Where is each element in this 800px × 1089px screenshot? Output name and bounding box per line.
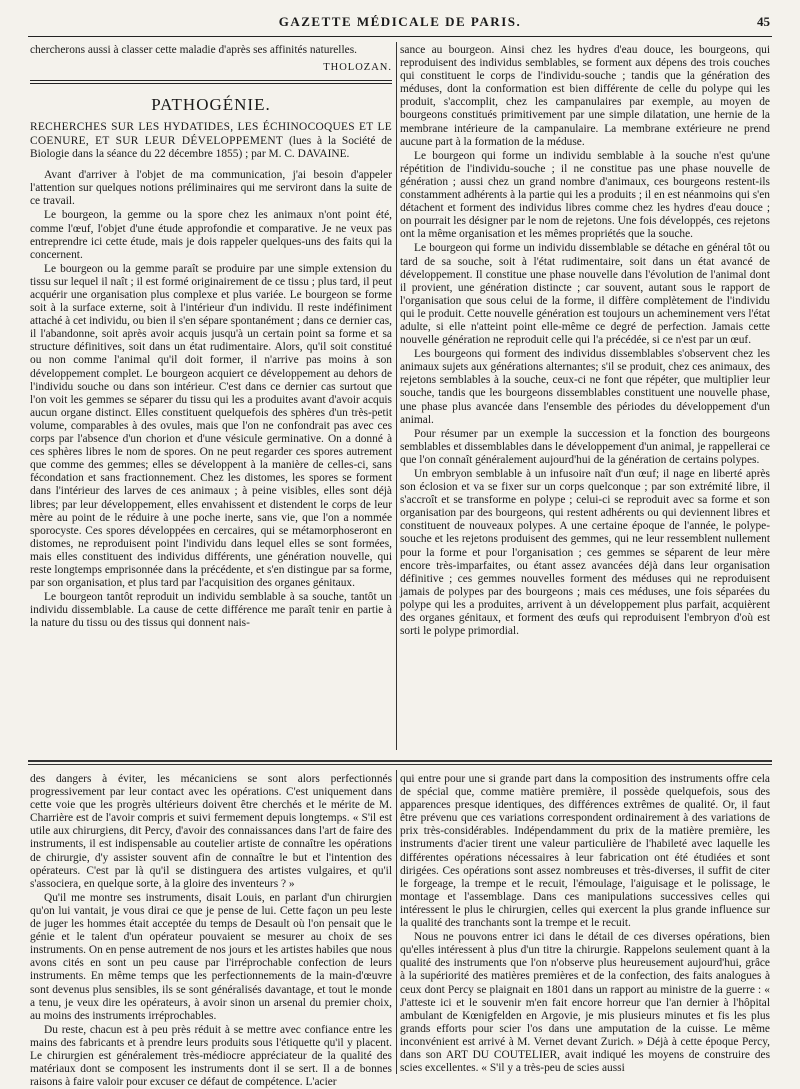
article-separator-rule — [30, 80, 392, 84]
column-divider — [396, 770, 397, 1074]
page-number: 45 — [757, 14, 770, 29]
paragraph: Du reste, chacun est à peu près réduit à se mettre avec confiance entre les mains des fabricants et à prendre leurs produits sous l'étiquette qu'il y placent. Le chirurgien est généralement très-médiocre appréciateur de la qualité des matériaux dont se composent les instruments dont il se sert. Il a de bonnes raisons à faire valoir pour excuser ce défaut de compétence. L'acier — [30, 1023, 392, 1089]
paragraph: Un embryon semblable à un infusoire naît d'un œuf; il nage en liberté après son éclosion et va se fixer sur un corps quelconque ; par son extrémité libre, il s'accroît et se transforme en polype ; celui-ci se reproduit avec sa forme et son organisation par des bourgeons, qui restent adhérents ou qui deviennent libres et constituent de nouveaux polypes. A une certaine époque de l'année, le polype-souche et les rejetons produisent des gemmes, qui ne leur ressemblent nullement pour la forme et pour l'organisation ; ces gemmes se séparent de leur mère encore très-imparfaites, ou étant assez avancées déjà dans leur organisation définitive ; ces gemmes nouvelles forment des méduses qui ne reproduisent jamais de polypes par des bourgeons ; mais ces méduses, une fois séparées du polype qui les a produites, arrivent à un développement plus parfait, acquièrent des organes génitaux, et forment des œufs qui reproduisent l'embryon d'où est sorti le polype primordial. — [400, 468, 770, 638]
article-heading — [30, 121, 392, 161]
paragraph: Le bourgeon tantôt reproduit un individu semblable à sa souche, tantôt un individu dissemblable. La cause de cette différence me paraît tenir en partie à la nature du tissu ou des tissus qui donnent nais- — [30, 591, 392, 630]
upper-left-column — [30, 44, 392, 750]
paragraph: Pour résumer par un exemple la succession et la fonction des bourgeons semblables et dissemblables dans le développement d'un animal, je rappellerai ce que l'on connaît généralement aujourd'hui de la génération de certains polypes. — [400, 427, 770, 466]
section-title: PATHOGÉNIE. — [151, 95, 271, 115]
article-heading-rest: (lues à la Société de Biologie dans la séance du 22 décembre 1855) ; par M. C. DAVAINE. — [30, 134, 392, 160]
paragraph: Les bourgeons qui forment des individus dissemblables s'observent chez les animaux sujets aux générations alternantes; s'il se produit, chez ces animaux, des rejetons semblables à la souche, ceux-ci ne font que répéter, que multiplier leur souche, tandis que les bourgeons dissemblables constituent une nouvelle phase, une phase plus avancée dans l'ensemble des périodes du développement d'un animal. — [400, 348, 770, 426]
column-divider — [396, 42, 397, 750]
paragraph: Le bourgeon ou la gemme paraît se produire par une simple extension du tissu sur lequel il naît ; il est formé originairement de ce tissu ; plus tard, il peut acquérir une organisation plus complexe et plus variée. Le bourgeon se forme soit à la surface externe, soit à l'intérieur d'un individu. Il reste indéfiniment attaché à cet individu, ou bien il s'en sépare spontanément ; dans ce dernier cas, il l'abandonne, soit après avoir acquis jusqu'à un certain point sa forme et sa structure définitives, soit dans un état rudimentaire. Alors, qu'il soit constitué ou non comme l'animal qu'il doit former, il n'arrive pas moins à son développement complet. Le bourgeon acquiert ce développement au dehors de l'individu souche ou dans son intérieur. C'est dans ce dernier cas surtout que l'on voit les gemmes se séparer du tissu qui les a produites avant d'avoir acquis aucun organe distinct. Elles constituent quelquefois des sphères d'un très-petit volume, comparables à des ovules, mais que l'on ne confondrait pas avec ces corps par l'absence d'un chorion et d'une vésicule germinative. On a donné à ces sphères libres le nom de spores. On ne peut regarder ces spores autrement que comme des gemmes; elles se développent à la manière de celles-ci, sans fécondation et sans fractionnement. Chez les distomes, les spores se forment dans l'intérieur des larves de ces animaux ; à peine visibles, elles sont déjà libres; par leur développement, elles envahissent et distendent le corps de leur mère au point de le réduire à une poche inerte, sans vie, que l'on a nommée sporocyste. Ces spores développées en cercaires, qui se métamorphoseront en distomes, ne reproduisent point l'individu dans lequel elles se sont formées, mais elles constituent des individus différents, une génération nouvelle, qui reste longtemps emprisonnée dans la précédente, et s'en distingue par sa forme, par son organisation, et plus tard par l'acquisition des organes génitaux. — [30, 262, 392, 590]
feuilleton-divider — [28, 760, 772, 762]
paragraph: Le bourgeon, la gemme ou la spore chez les animaux n'ont point été, comme l'œuf, l'objet d'une étude approfondie et comparative. Je ne veux pas entreprendre ici cette étude, mais je dois rappeler quelques-uns des faits qui la concernent. — [30, 209, 392, 261]
lower-left-column — [30, 773, 392, 1089]
paragraph: sance au bourgeon. Ainsi chez les hydres d'eau douce, les bourgeons, qui reproduisent des individus semblables, se forment aux dépens des trois couches qui constituent le corps de l'individu-souche ; tandis que la génération des méduses, dont la conformation est bien différente de celle du polype qui les produit, s'accomplit, chez les campanulaires par exemple, au moyen de bourgeons constitués primitivement par une simple dilatation, une hernie de la membrane intérieure de la campanulaire. La membrane extérieure ne prend aucune part à la formation de la méduse. — [400, 44, 770, 148]
paragraph: qui entre pour une si grande part dans la composition des instruments offre cela de spécial que, comme matière première, il possède quelquefois, sous des apparences presque identiques, des différences extrêmes de qualité. Or, il faut être prévenu que ces variations correspondent ordinairement à des variations de prix très-considérables. Indépendamment du prix de la matière première, les instruments d'acier tirent une valeur particulière de l'habileté avec laquelle les différentes opérations nécessaires à leur fabrication ont été étudiées et sont dirigées. Ces opérations sont assez nombreuses et très-diverses, il suffit de citer le forgeage, la trempe et le recuit, l'émoulage, l'aiguisage et le polissage, le montage et l'assemblage. Dans ces manipulations successives celles qui intéressent le plus le chirurgien, celles qui exercent la plus grande influence sur la qualité des tranchants sont la trempe et le recuit. — [400, 773, 770, 930]
previous-article-ending: chercherons aussi à classer cette maladie d'après ses affinités naturelles. — [30, 44, 357, 56]
paragraph: Qu'il me montre ses instruments, disait Louis, en parlant d'un chirurgien qu'on lui vantait, je vous dirai ce que je pense de lui. Cette façon un peu leste de juger les hommes était acceptée du temps de Desault où l'on pensait que le génie et le talent d'un opérateur pouvaient se mesurer au choix de ses instruments. On en pense autrement de nos jours et les artistes habiles que nous avons cités en sont un peu cause par l'irréprochable confection de leurs instruments. En même temps que les perfectionnements de la main-d'œuvre sont devenus plus sensibles, ils se sont généralisés davantage, et tout le monde a tenu, je veux dire les opérateurs, à avoir sinon un arsenal du premier choix, au moins des instruments irréprochables. — [30, 891, 392, 1022]
author-signature: THOLOZAN. — [323, 62, 392, 74]
journal-title: GAZETTE MÉDICALE DE PARIS. — [278, 14, 522, 29]
article-heading-caps: RECHERCHES SUR LES HYDATIDES, LES ÉCHINOCOQUES ET LE COENURE, ET SUR LEUR DÉVELOPPEMENT — [30, 121, 392, 147]
lower-right-column — [400, 773, 770, 1073]
feuilleton-divider-thin — [28, 764, 772, 765]
paragraph: Nous ne pouvons entrer ici dans le détail de ces diverses opérations, bien qu'elles intéressent à plus d'un titre la chirurgie. Rappelons seulement quant à la qualité des instruments que l'on n'observe plus heureusement aujourd'hui, grâce à la supériorité des matières premières et de la confection, des faits analogues à ceux dont Percy se plaignait en 1801 dans un rapport au ministre de la guerre : « J'atteste ici et le souvenir m'en fait encore horreur que l'an dernier à l'hôpital ambulant de Kœnigfelden en Argovie, je mis plusieurs minutes et fis les plus grands efforts pour scier l'os dans une amputation de la cuisse. Le même inconvénient est arrivé à M. Vernet devant Zurich. » Déjà à cette époque Percy, dans son ART DU COUTELIER, avait indiqué les moyens de construire des scies excellentes. « S'il y a très-peu de scies aussi — [400, 931, 770, 1075]
paragraph: Le bourgeon qui forme un individu semblable à la souche n'est qu'une répétition de l'individu-souche ; il ne constitue pas une phase nouvelle de génération ; aussi chez un grand nombre d'animaux, ces bourgeons restent-ils constamment adhérents à la partie qui les a produits ; il en est néanmoins qui s'en détachent et forment des individus libres comme chez les hydres d'eau douce ; on pourrait les désigner par le nom de rejetons. Une fois développés, ces rejetons ont la même organisation et les mêmes propriétés que la souche. — [400, 149, 770, 241]
paragraph: Avant d'arriver à l'objet de ma communication, j'ai besoin d'appeler l'attention sur quelques notions préliminaires qui me serviront dans la suite de ce travail. — [30, 169, 392, 208]
paragraph: des dangers à éviter, les mécaniciens se sont alors perfectionnés progressivement par leur contact avec les opérations. C'est uniquement dans cette voie que les progrès ultérieurs doivent être cherchés et le mérite de M. Charrière est de l'avoir compris et suivi fermement depuis longtemps. « S'il est utile aux chirurgiens, dit Percy, d'avoir des connaissances dans l'art de faire des instruments, il est indispensable au coutelier artiste de connaître les opérations de chirurgie, d'y assister souvent afin de connaître le but et l'intention des opérateurs. C'est par là qu'il se distinguera des artistes vulgaires, et qu'il s'associera, en quelque sorte, à la gloire des inventeurs ? » — [30, 773, 392, 890]
running-head — [28, 10, 772, 37]
paragraph: Le bourgeon qui forme un individu dissemblable se détache en général tôt ou tard de sa souche, soit à l'état rudimentaire, soit dans un état avancé de développement. Il constitue une phase nouvelle dans l'évolution de l'animal dont il provient, une génération distincte ; car souvent, autant sous le rapport de l'organisation que sous celui de la forme, il diffère complètement de l'individu qui le produit. Cette nouvelle génération est toujours un acheminement vers l'état adulte, si elle n'atteint point elle-même ce degré de perfection. Jamais cette nouvelle génération ne reproduit celle qui l'a précédée, si ce n'est par un œuf. — [400, 242, 770, 347]
upper-right-column — [400, 44, 770, 750]
